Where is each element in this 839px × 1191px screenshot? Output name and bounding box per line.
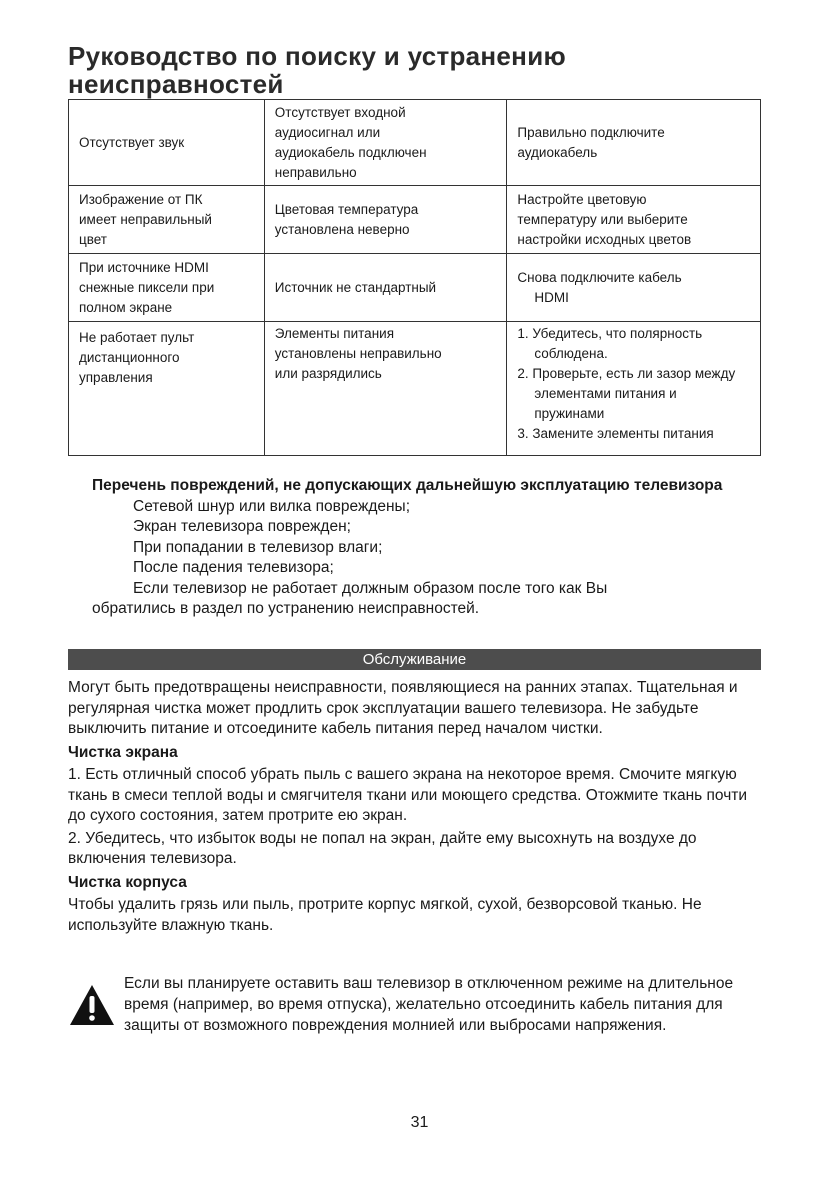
solution-cell: Правильно подключите аудиокабель <box>507 100 761 186</box>
case-cleaning-text: Чтобы удалить грязь или пыль, протрите корпус мягкой, сухой, безворсовой тканью. Не используйте влажную ткань. <box>68 896 702 934</box>
list-item: При попадании в телевизор влаги; <box>133 538 383 556</box>
title-line-1: Руководство по поиску и устранению <box>68 41 566 71</box>
warning-triangle-icon <box>69 984 115 1026</box>
case-cleaning-heading: Чистка корпуса <box>68 873 187 891</box>
list-item: После падения телевизора; <box>133 559 334 576</box>
warning-text: Если вы планируете оставить ваш телевизор в отключенном режиме на длительное время (например, во время отпуска), желательно отсоединить кабель питания для защиты от возможного повреждения молнией или выбросами напряжения. <box>124 975 734 1034</box>
cause-cell: Элементы питания установлены неправильно или разрядились <box>264 322 507 456</box>
screen-cleaning-step-2: 2. Убедитесь, что избыток воды не попал на экран, дайте ему высохнуть на воздухе до включения телевизора. <box>68 829 697 867</box>
service-intro: Могут быть предотвращены неисправности, появляющиеся на ранних этапах. Тщательная и регулярная чистка может продлить срок эксплуатации вашего телевизора. Не забудьте выключить питание и отсоедините кабель питания перед началом чистки. <box>68 679 738 737</box>
screen-cleaning-step-1: 1. Есть отличный способ убрать пыль с вашего экрана на некоторое время. Смочите мягкую ткань в смеси теплой воды и смягчителя ткани или моющего средства. Отожмите ткань почти до сухого состояния, затем протрите ею экран. <box>68 766 748 824</box>
list-item: 3. Замените элементы питания <box>517 426 714 441</box>
solution-cell: Настройте цветовую температуру или выберите настройки исходных цветов <box>507 186 761 254</box>
solution-steps <box>517 324 750 444</box>
page-title <box>68 42 768 98</box>
table-row <box>69 100 761 186</box>
table-row <box>69 186 761 254</box>
cause-cell: Отсутствует входной аудиосигнал или аудиокабель подключен неправильно <box>264 100 507 186</box>
solution-cell: Снова подключите кабель HDMI <box>507 254 761 322</box>
section-header-bar: Обслуживание <box>68 649 761 670</box>
list-item: Сетевой шнур или вилка повреждены; <box>133 497 410 515</box>
list-item: Экран телевизора поврежден; <box>133 518 351 535</box>
service-section <box>68 678 768 936</box>
problem-cell: Изображение от ПК имеет неправильный цвет <box>69 186 265 254</box>
table-row <box>69 254 761 322</box>
cause-cell: Цветовая температура установлена неверно <box>264 186 507 254</box>
cause-cell: Источник не стандартный <box>264 254 507 322</box>
list-item: 1. Убедитесь, что полярность соблюдена. <box>517 326 703 361</box>
list-item: 2. Проверьте, есть ли зазор между элементами питания и пружинами <box>517 366 736 421</box>
problem-cell: Отсутствует звук <box>69 100 265 186</box>
solution-cell <box>507 322 761 456</box>
table-row <box>69 322 761 456</box>
screen-cleaning-heading: Чистка экрана <box>68 743 178 761</box>
damage-heading: Перечень повреждений, не допускающих дальнейшую эксплуатацию телевизора <box>92 477 723 494</box>
problem-cell: Не работает пульт дистанционного управления <box>69 322 265 456</box>
list-item: Если телевизор не работает должным образом после того как Вы <box>133 579 608 597</box>
damage-tail: обратились в раздел по устранению неисправностей. <box>92 600 480 617</box>
troubleshooting-table <box>68 99 761 456</box>
problem-cell: При источнике HDMI снежные пиксели при полном экране <box>69 254 265 322</box>
page-number: 31 <box>410 1114 429 1131</box>
damage-section <box>92 476 752 620</box>
title-line-2: неисправностей <box>68 69 284 99</box>
